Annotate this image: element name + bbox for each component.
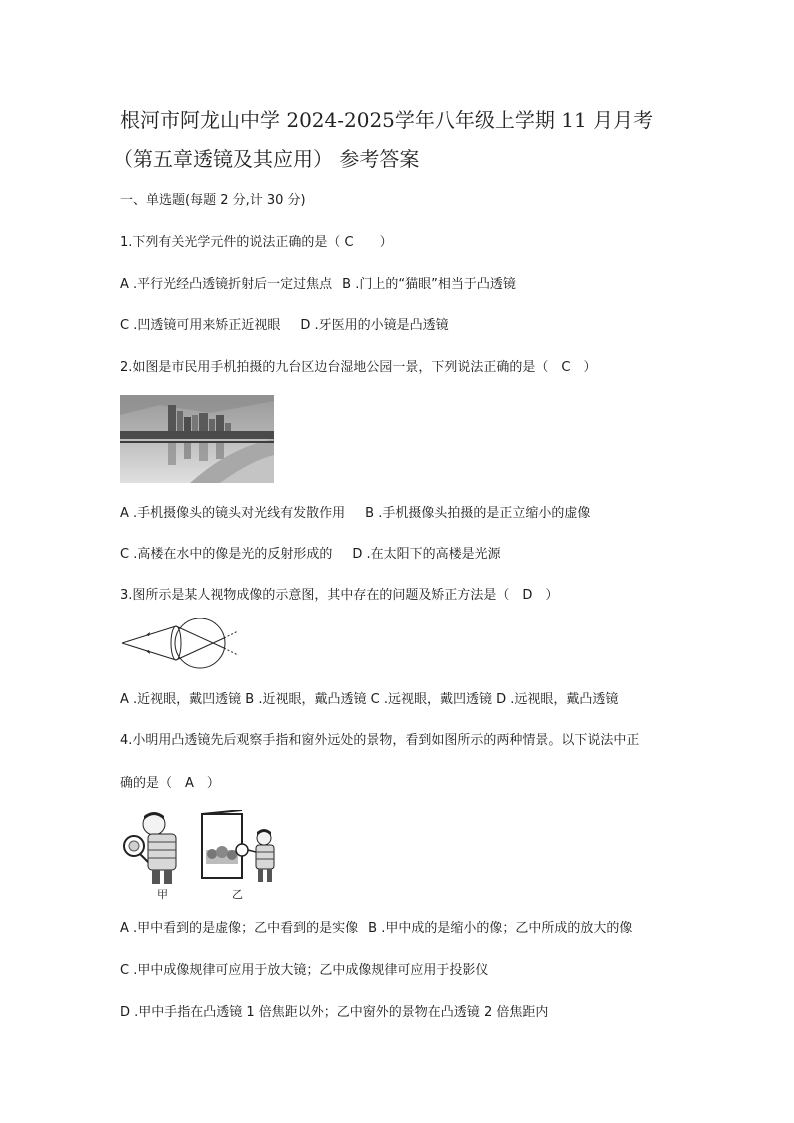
q2-options-row2 <box>120 546 501 564</box>
q1-option-d: D .牙医用的小镜是凸透镜 <box>300 318 449 333</box>
q2-option-d: D .在太阳下的高楼是光源 <box>352 547 501 562</box>
figure-label-jia: 甲 <box>157 888 168 901</box>
wetland-park-photo <box>120 395 274 483</box>
q2-option-c: C .高楼在水中的像是光的反射形成的 <box>120 547 333 562</box>
q2-stem: 2.如图是市民用手机拍摄的九台区边台湿地公园一景，下列说法正确的是（ C ） <box>120 360 597 375</box>
q1-option-b: B .门上的“猫眼”相当于凸透镜 <box>342 277 516 292</box>
q4-option-b: B .甲中成的是缩小的像；乙中所成的放大的像 <box>368 921 633 936</box>
q3-stem: 3.图所示是某人视物成像的示意图，其中存在的问题及矫正方法是（ D ） <box>120 588 559 603</box>
q1-option-c: C .凹透镜可用来矫正近视眼 <box>120 318 281 333</box>
q2-option-b: B .手机摄像头拍摄的是正立缩小的虚像 <box>365 506 591 521</box>
eye-ray-diagram <box>120 618 242 670</box>
q4-option-d: D .甲中手指在凸透镜 1 倍焦距以外；乙中窗外的景物在凸透镜 2 倍焦距内 <box>120 1005 549 1020</box>
q2-options-row1 <box>120 505 590 523</box>
q1-stem: 1.下列有关光学元件的说法正确的是（ C ） <box>120 235 393 250</box>
q4-option-c: C .甲中成像规律可应用于放大镜；乙中成像规律可应用于投影仪 <box>120 963 489 978</box>
section-heading: 一、单选题(每题 2 分,计 30 分) <box>120 193 306 208</box>
q1-options-row2 <box>120 317 449 335</box>
magnifier-scene-jia <box>118 810 198 884</box>
q4-options-row1 <box>120 920 632 938</box>
doc-title-line1: 根河市阿龙山中学 2024-2025学年八年级上学期 11 月月考 <box>120 108 654 132</box>
q4-stem-line1: 4.小明用凸透镜先后观察手指和窗外远处的景物，看到如图所示的两种情景。以下说法中正 <box>120 733 640 748</box>
figure-label-yi: 乙 <box>232 888 243 901</box>
window-scene-yi <box>198 810 280 884</box>
q2-option-a: A .手机摄像头的镜头对光线有发散作用 <box>120 506 346 521</box>
q3-options: A .近视眼，戴凹透镜 B .近视眼，戴凸透镜 C .远视眼，戴凹透镜 D .远视眼，戴凸透镜 <box>120 692 619 707</box>
q1-option-a: A .平行光经凸透镜折射后一定过焦点 <box>120 277 333 292</box>
doc-title-line2: （第五章透镜及其应用） 参考答案 <box>113 147 420 171</box>
q4-option-a: A .甲中看到的是虚像；乙中看到的是实像 <box>120 921 359 936</box>
q1-options-row1 <box>120 276 516 294</box>
q4-stem-line2: 确的是（ A ） <box>120 776 220 791</box>
